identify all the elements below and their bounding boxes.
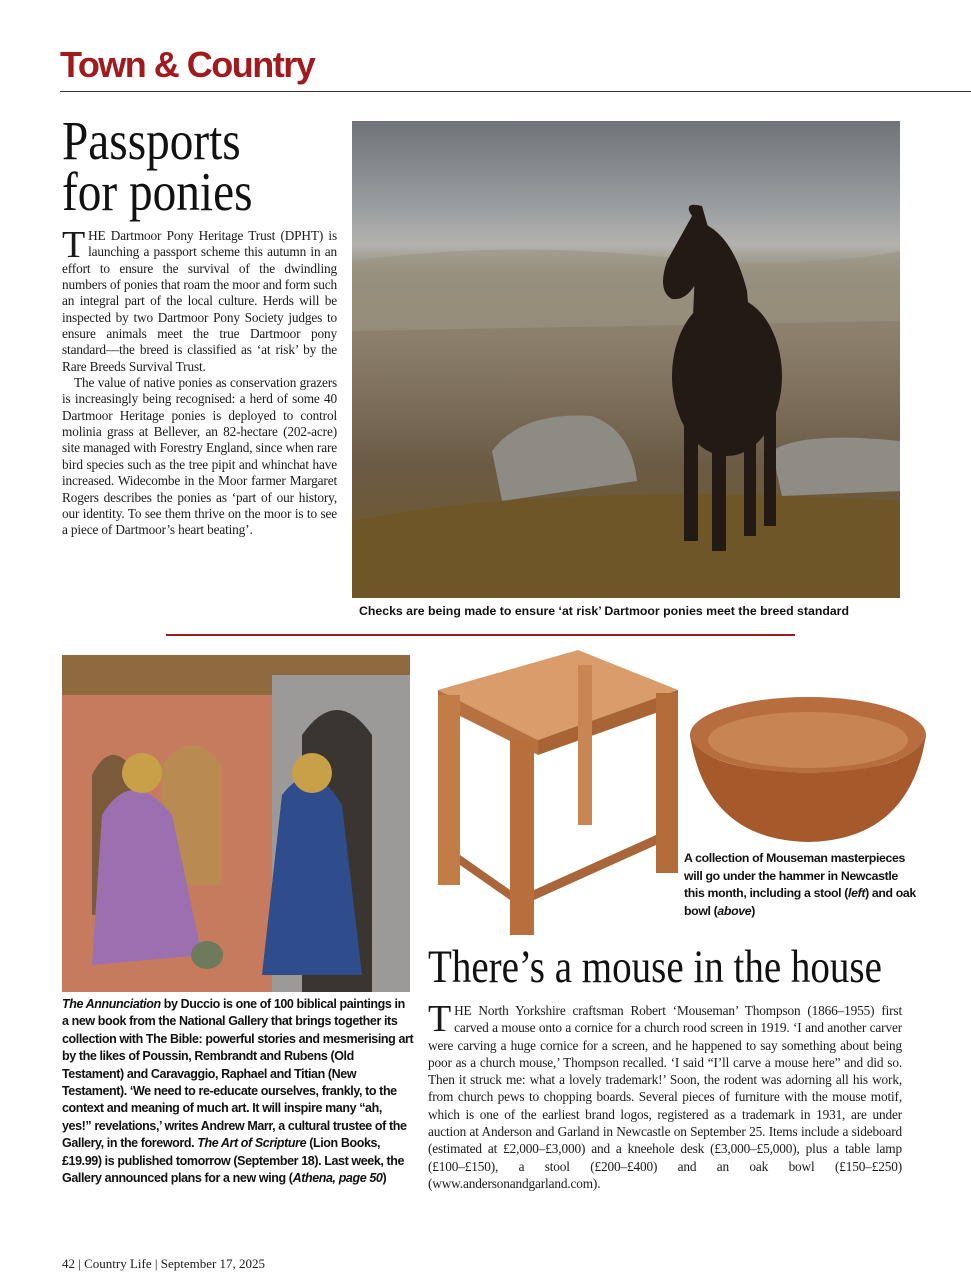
caption-text: by Duccio is one of 100 biblical paintings in a new book from the National Gallery that brings together its collection with The Bible: powerful stories and mesmerising art by the likes of Poussin, Rembrandt and Rubens (Old Testament) and Caravaggio, Raphael and Titian (New Testament). ‘We need to re-educate ourselves, frankly, to the context and meaning of much art. It will inspire many “ah, yes!” revelations,’ writes Andrew Marr, a cultural trustee of the Gallery, in the foreword.: [62, 997, 414, 1151]
caption-text: A collection of Mouseman masterpieces will go under the hammer in Newcastle this month, including a stool (: [684, 851, 905, 900]
paragraph: HE Dartmoor Pony Heritage Trust (DPHT) is launching a passport scheme this autumn in an effort to ensure the survival of the dwindling numbers of ponies that roam the moor and form such an integral part of the local culture. Herds will be inspected by two Dartmoor Pony Society judges to ensure animals meet the true Dartmoor pony standard—the breed is classified as ‘at risk’ by the Rare Breeds Survival Trust.: [62, 228, 337, 374]
caption-italic: left: [848, 886, 866, 900]
paragraph: HE North Yorkshire craftsman Robert ‘Mouseman’ Thompson (1866–1955) first carved a mouse onto a cornice for a church rood screen in 1919. ‘I and another carver were carving a huge cornice for a screen, and he happened to say something about being poor as a church mouse,’ Thompson recalled. ‘I said “I’ll carve a mouse here” and did so. Then it struck me: what a lovely trademark!’ Soon, the rodent was adorning all his work, from church pews to chopping boards. Several pieces of furniture with the mouse motif, which is one of the earliest brand logos, registered as a trademark in 1931, are under auction at Anderson and Garland in Newcastle on September 25. Items include a sideboard (estimated at £2,000–£3,000) and a kneehole desk (£3,000–£5,000), plus a table lamp (£100–£150), a stool (£200–£400) and an oak bowl (£150–£250) (www.andersonandgarland.com).: [428, 1003, 902, 1191]
caption-text: ): [751, 903, 755, 918]
caption-text: ): [382, 1171, 387, 1186]
article-headline: [62, 110, 253, 222]
caption-italic: The Annunciation: [62, 997, 161, 1011]
pony-photo: [352, 121, 900, 598]
caption-italic: Athena, page 50: [292, 1171, 383, 1186]
annunciation-painting: [62, 655, 410, 992]
caption-text: ) and oak bowl (: [684, 886, 916, 918]
article-body: [428, 998, 902, 1192]
oak-bowl-photo: [686, 690, 930, 845]
header-rule: [60, 91, 971, 92]
section-title: Town & Country: [60, 44, 315, 85]
drop-cap: T: [428, 998, 452, 1040]
article-headline: There’s a mouse in the house: [428, 941, 882, 993]
stool-photo: [428, 645, 685, 935]
article-body: [62, 224, 337, 539]
section-divider: [166, 634, 795, 636]
caption-text: (Lion Books, £19.99) is published tomorrow (September 18). Last week, the Gallery announced plans for a new wing (: [62, 1136, 405, 1186]
photo-caption: Checks are being made to ensure ‘at risk’ Dartmoor ponies meet the breed standard: [359, 604, 849, 618]
paragraph: The value of native ponies as conservation grazers is increasingly being recognised: a herd of some 40 Dartmoor Heritage ponies is deployed to control molinia grass at Bellever, an 82-hectare (202-acre) site managed with Forestry England, since when rare bird species such as the tree pipit and whinchat have increased. Widecombe in the Moor farmer Margaret Rogers describes the ponies as ‘part of our history, our identity. To see them thrive on the moor is to see a piece of Dartmoor’s heart beating’.: [62, 375, 337, 538]
headline-line: Passports: [62, 110, 241, 171]
drop-cap: T: [62, 224, 86, 266]
mouseman-caption: [684, 850, 916, 920]
caption-italic: The Art of Scripture: [197, 1136, 307, 1151]
caption-italic: above: [717, 903, 752, 918]
page-footer: 42 | Country Life | September 17, 2025: [62, 1256, 266, 1271]
headline-line: for ponies: [62, 160, 253, 222]
painting-caption: [62, 996, 414, 1187]
